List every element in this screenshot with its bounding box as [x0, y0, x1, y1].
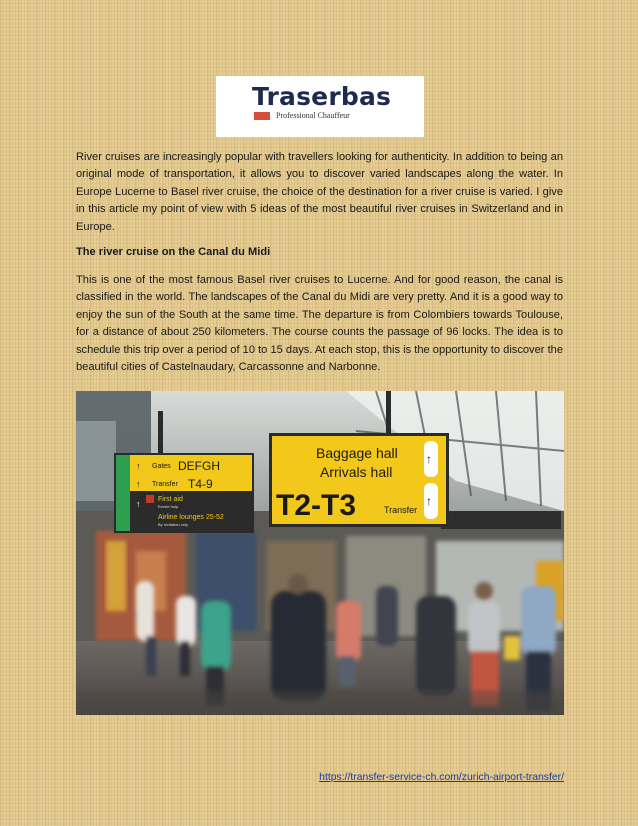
sign-left-lounges: Airline lounges 25-52 — [158, 514, 224, 521]
sign-left-transfer-code: T4-9 — [188, 477, 213, 491]
svg-text:↑: ↑ — [136, 461, 141, 471]
svg-text:↑: ↑ — [426, 452, 432, 466]
sign-left-first-aid-sub: Eerste hulp — [158, 504, 179, 509]
logo-red-mark — [254, 112, 270, 120]
svg-text:↑: ↑ — [136, 479, 141, 489]
body-paragraph: This is one of the most famous Basel river cruises to Lucerne. And for good reason, the canal is classified in the world. The landscapes of the Canal du Midi are very pretty. And it is a good way to enjoy the sun of the South at the same time. The departure is from Colombiers towards Toulouse, for a distance of about 250 kilometers. The course counts the passage of 96 locks. The idea is to schedule this trip over a period of 10 to 15 days. At each stop, this is the opportunity to discover the beautiful cities of Castelnaudary, Carcassonne and Narbonne. — [76, 274, 563, 374]
footer-url-link[interactable]: https://transfer-service-ch.com/zurich-airport-transfer/ — [319, 772, 564, 783]
logo — [216, 76, 424, 137]
sign-left — [114, 453, 254, 533]
sign-left-gates: Gates — [152, 463, 171, 470]
intro-paragraph: River cruises are increasingly popular with travellers looking for authenticity. In addition to being an original mode of transportation, it allows you to discover varied landscapes along the water. In Europe Lucerne to Basel river cruise, the choice of the destination for a river cruise is varied. I give in this article my point of view with 5 ideas of the most beautiful river cruises in Switzerland and in Europe. — [76, 151, 563, 233]
airport-photo — [76, 391, 564, 715]
sign-left-lounges-sub: By invitation only — [158, 522, 189, 527]
svg-text:↑: ↑ — [136, 499, 141, 509]
sign-left-gates-code: DEFGH — [178, 459, 220, 473]
logo-tagline: Professional Chauffeur — [276, 111, 350, 120]
sign-right — [269, 433, 449, 527]
sign-right-terminal: T2-T3 — [276, 489, 357, 522]
sign-right-transfer: Transfer — [384, 505, 418, 515]
sign-left-first-aid: First aid — [158, 496, 183, 503]
logo-wordmark: Traserbas — [252, 82, 392, 111]
section-heading: The river cruise on the Canal du Midi — [76, 246, 271, 258]
svg-text:↑: ↑ — [426, 494, 432, 508]
sign-right-baggage: Baggage hall — [316, 445, 398, 461]
sign-right-arrivals: Arrivals hall — [320, 464, 393, 480]
sign-left-transfer: Transfer — [152, 481, 178, 488]
